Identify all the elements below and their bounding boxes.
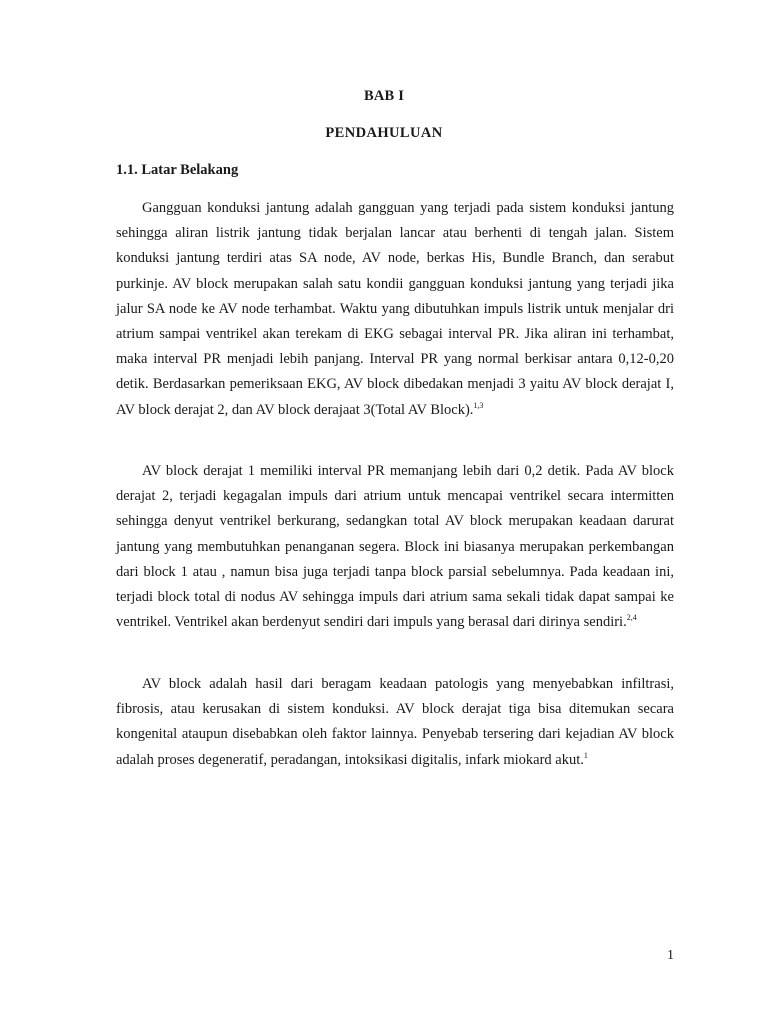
chapter-title: PENDAHULUAN [325, 125, 443, 141]
paragraph-2 [116, 459, 674, 635]
section-heading: 1.1. Latar Belakang [116, 162, 239, 178]
paragraph-3-text: AV block adalah hasil dari beragam keadaan patologis yang menyebabkan infiltrasi, fibrosis, atau kerusakan di sistem konduksi. AV block derajat tiga bisa ditemukan secara kongenital ataupun disebabkan oleh faktor lainnya. Penyebab tersering dari kejadian AV block adalah proses degeneratif, peradangan, intoksikasi digitalis, infark miokard akut. [116, 676, 674, 768]
page-number: 1 [667, 948, 674, 963]
paragraph-1-text: Gangguan konduksi jantung adalah gangguan yang terjadi pada sistem konduksi jantung sehingga aliran listrik jantung tidak berjalan lancar atau berhenti di tengah jalan. Sistem konduksi jantung terdiri atas SA node, AV node, berkas His, Bundle Branch, dan serabut purkinje. AV block merupakan salah satu kondii gangguan konduksi jantung yang terjadi jika jalur SA node ke AV node terhambat. Waktu yang dibutuhkan impuls listrik untuk menjalar dri atrium sampai ventrikel akan terekam di EKG sebagai interval PR. Jika aliran ini terhambat, maka interval PR menjadi lebih panjang. Interval PR yang normal berkisar antara 0,12-0,20 detik. Berdasarkan pemeriksaan EKG, AV block dibedakan menjadi 3 yaitu AV block derajat I, AV block derajat 2, dan AV block derajaat 3(Total AV Block). [116, 200, 674, 418]
paragraph-2-citation: 2,4 [626, 613, 637, 623]
paragraph-3-citation: 1 [583, 750, 588, 760]
chapter-label: BAB I [363, 88, 405, 104]
paragraph-3 [116, 672, 674, 773]
paragraph-1 [116, 196, 674, 423]
paragraph-1-citation: 1,3 [473, 400, 484, 410]
paragraph-2-text: AV block derajat 1 memiliki interval PR memanjang lebih dari 0,2 detik. Pada AV block derajat 2, terjadi kegagalan impuls dari atrium untuk mencapai ventrikel secara intermitten sehingga denyut ventrikel berkurang, sedangkan total AV block merupakan keadaan darurat jantung yang membutuhkan penanganan segera. Block ini biasanya merupakan perkembangan dari block 1 atau , namun bisa juga terjadi tanpa block parsial sebelumnya. Pada keadaan ini, terjadi block total di nodus AV sehingga impuls dari atrium sama sekali tidak dapat sampai ke ventrikel. Ventrikel akan berdenyut sendiri dari impuls yang berasal dari dirinya sendiri. [116, 463, 674, 631]
